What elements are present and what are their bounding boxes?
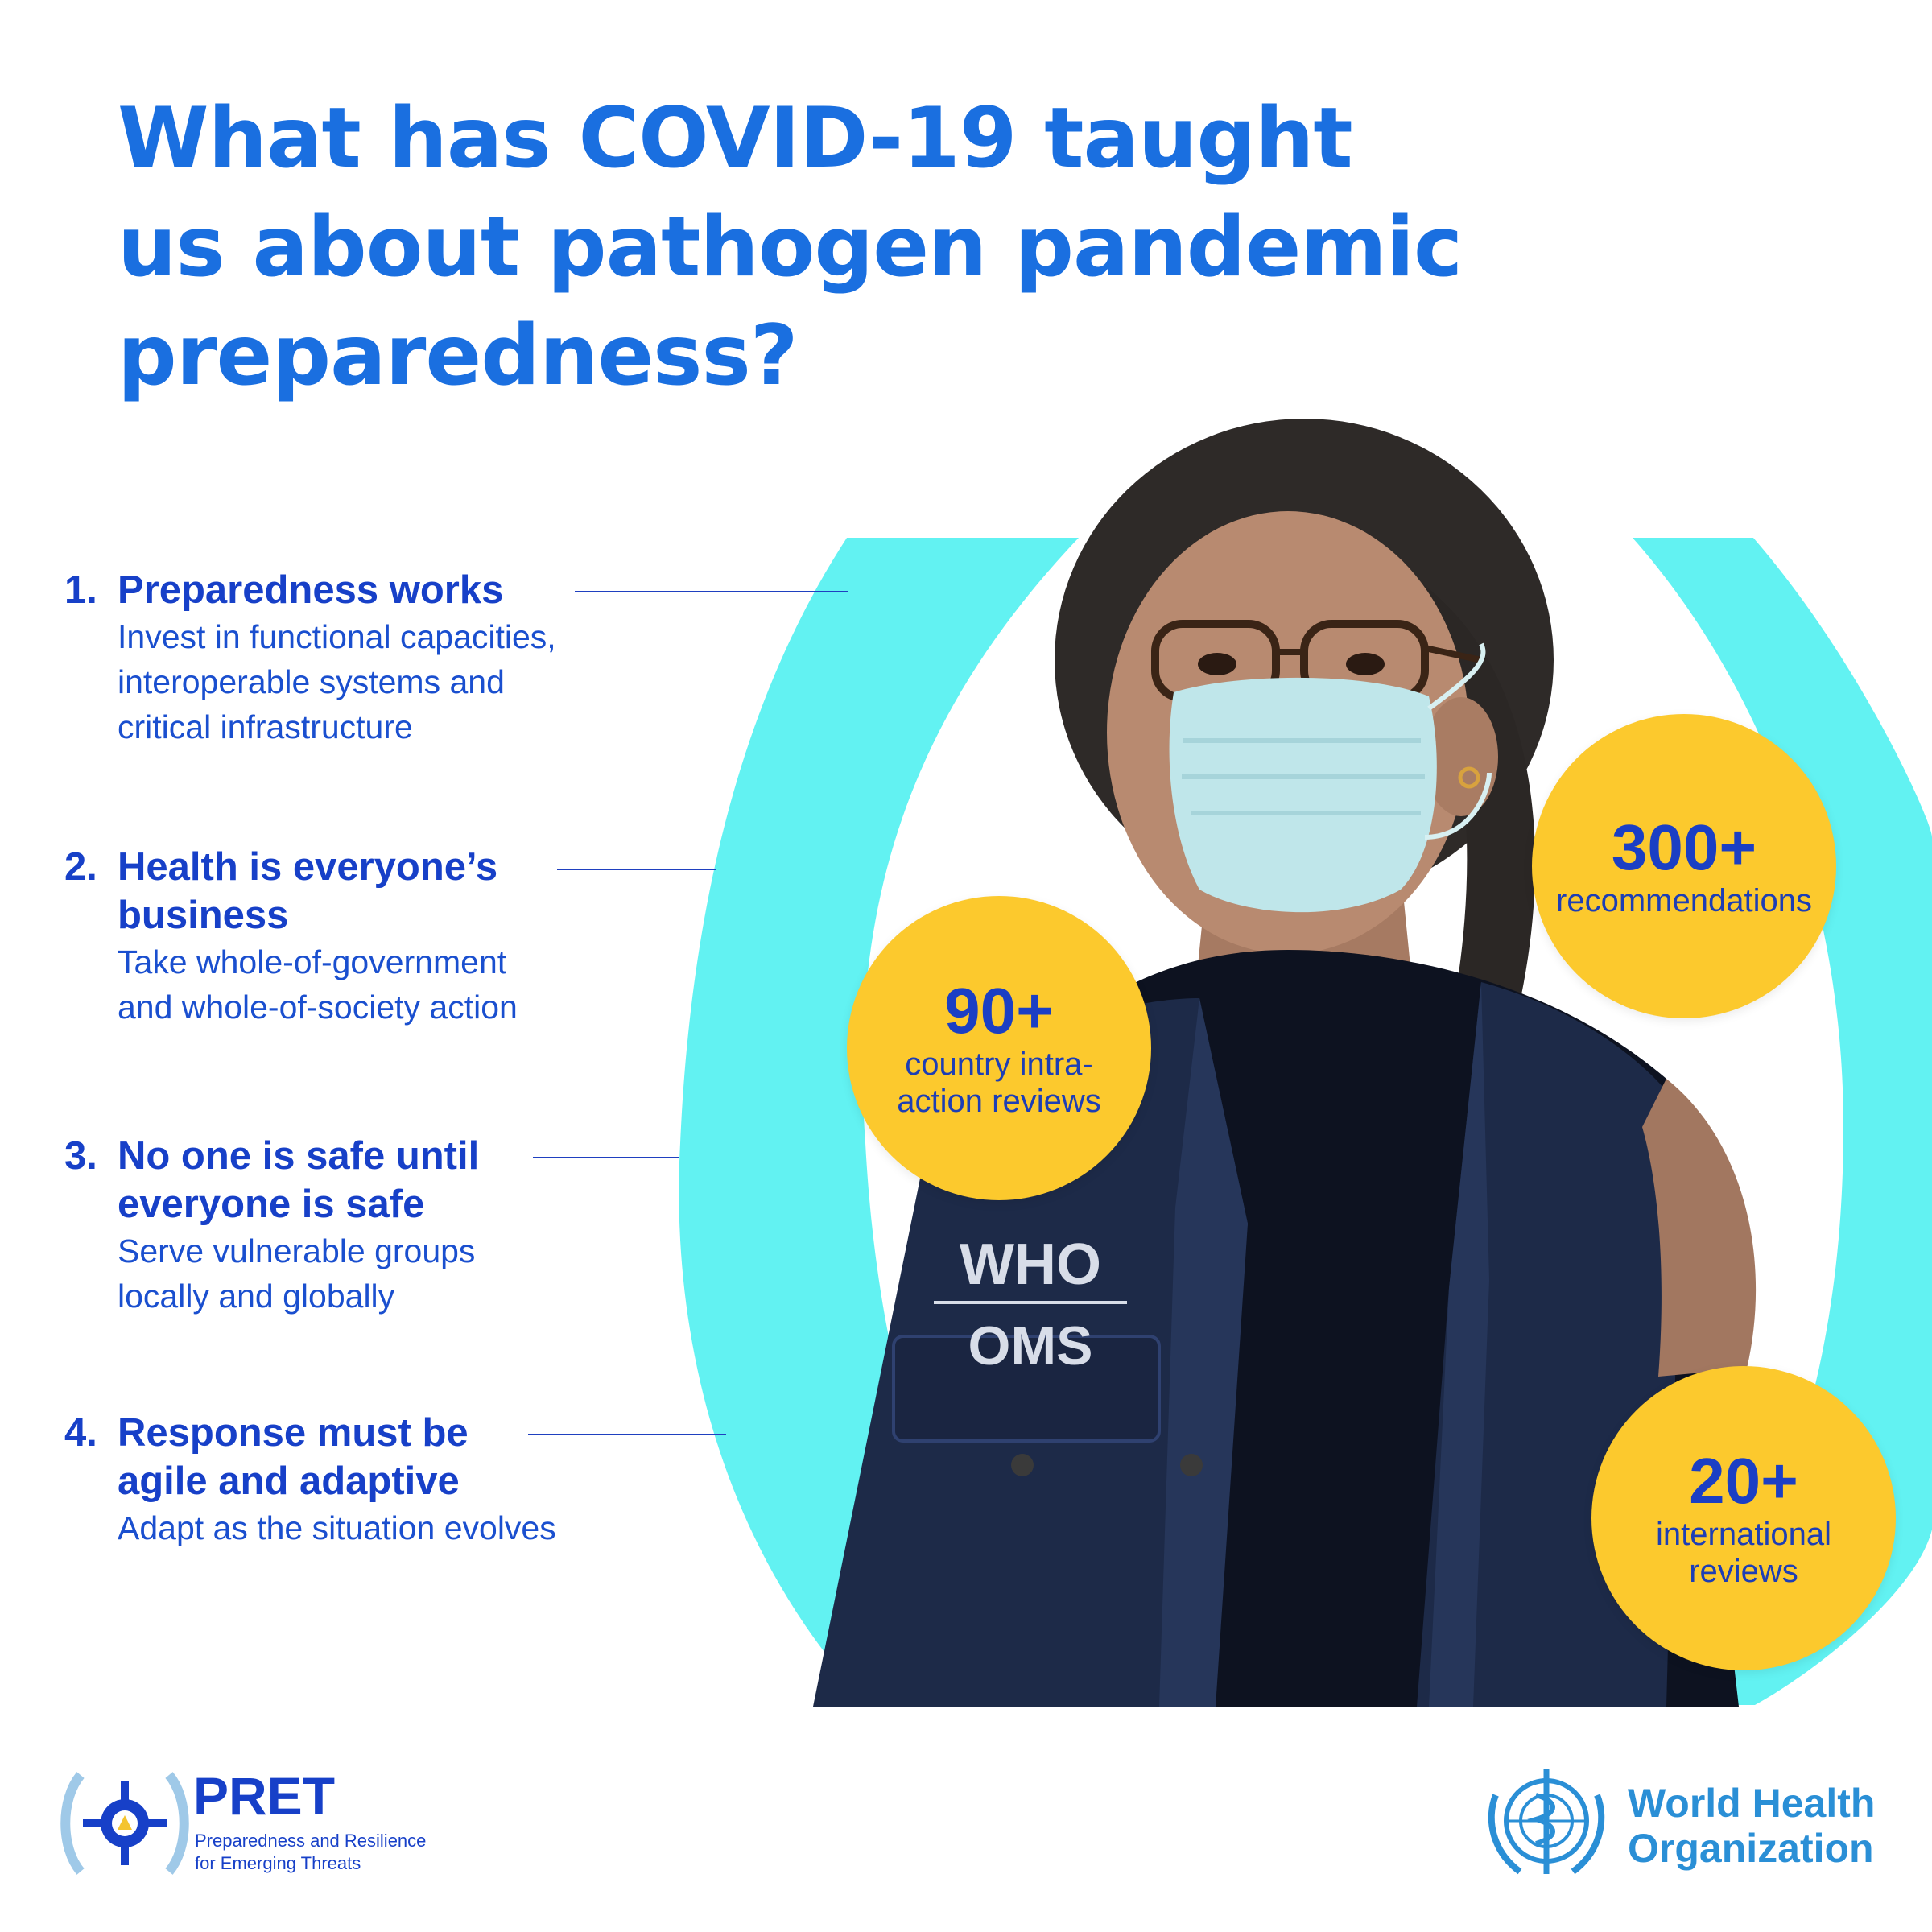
who-name-line: Organization xyxy=(1628,1826,1874,1871)
who-name-line: World Health xyxy=(1628,1781,1876,1826)
lesson-description-line: and whole-of-society action xyxy=(118,989,518,1026)
who-name xyxy=(1628,1781,1875,1871)
connector-line xyxy=(533,1157,679,1158)
title-line: us about pathogen pandemic xyxy=(118,199,1463,295)
stat-circle-international xyxy=(1591,1366,1896,1670)
stat-label-line: recommendations xyxy=(1556,883,1812,919)
page-title xyxy=(118,85,1647,411)
lesson-heading-line: agile and adaptive xyxy=(118,1459,460,1503)
lesson-heading-line: Preparedness works xyxy=(118,568,504,612)
who-logo xyxy=(1478,1763,1897,1884)
lesson-description-line: Invest in functional capacities, xyxy=(118,618,556,655)
pret-logo xyxy=(56,1767,475,1880)
lesson-description xyxy=(118,939,729,1030)
lesson-heading-line: business xyxy=(118,894,289,937)
stat-value: 300+ xyxy=(1611,811,1757,883)
lesson-description-line: Serve vulnerable groups xyxy=(118,1232,476,1269)
pret-name: PRET xyxy=(193,1766,336,1826)
lesson-heading xyxy=(118,843,729,939)
title-line: preparedness? xyxy=(118,308,798,404)
lesson-description-line: Adapt as the situation evolves xyxy=(118,1509,556,1546)
stat-circle-recommendations xyxy=(1532,714,1836,1018)
stat-circle-reviews xyxy=(847,896,1151,1200)
lesson-heading-line: everyone is safe xyxy=(118,1183,425,1226)
vest-text-who: WHO xyxy=(960,1232,1101,1297)
lesson-description xyxy=(118,1505,729,1550)
lesson-description xyxy=(118,1228,729,1319)
pret-mark-icon xyxy=(56,1767,193,1880)
lesson-number: 3. xyxy=(64,1134,97,1178)
lesson-heading-line: Response must be xyxy=(118,1411,469,1455)
pret-subtitle-line: Preparedness and Resilience xyxy=(195,1831,427,1851)
title-line: What has COVID-19 taught xyxy=(118,90,1352,187)
stat-label-line: reviews xyxy=(1689,1554,1798,1589)
stat-value: 20+ xyxy=(1689,1445,1798,1517)
lesson-description xyxy=(118,614,729,749)
who-emblem-icon xyxy=(1478,1763,1615,1884)
lesson-description-line: locally and globally xyxy=(118,1278,395,1315)
lesson-number: 4. xyxy=(64,1411,97,1455)
lesson-description-line: interoperable systems and xyxy=(118,663,505,700)
stat-label-line: action reviews xyxy=(897,1084,1101,1119)
stat-label xyxy=(1656,1516,1831,1590)
lesson-description-line: Take whole-of-government xyxy=(118,943,507,980)
lesson-description-line: critical infrastructure xyxy=(118,708,413,745)
lesson-heading xyxy=(118,1409,729,1505)
stat-value: 90+ xyxy=(944,975,1054,1046)
stat-label-line: country intra- xyxy=(905,1046,1093,1082)
pret-subtitle-line: for Emerging Threats xyxy=(195,1853,361,1873)
stat-label xyxy=(897,1046,1100,1120)
lesson-number: 1. xyxy=(64,568,97,612)
lesson-heading-line: Health is everyone’s xyxy=(118,845,498,889)
lesson-heading-line: No one is safe until xyxy=(118,1134,480,1178)
lesson-heading xyxy=(118,1132,729,1228)
lesson-heading xyxy=(118,566,729,614)
stat-label xyxy=(1556,882,1812,919)
pret-subtitle xyxy=(195,1830,426,1875)
lesson-number: 2. xyxy=(64,845,97,889)
stat-label-line: international xyxy=(1656,1517,1831,1552)
vest-text-oms: OMS xyxy=(968,1315,1093,1377)
